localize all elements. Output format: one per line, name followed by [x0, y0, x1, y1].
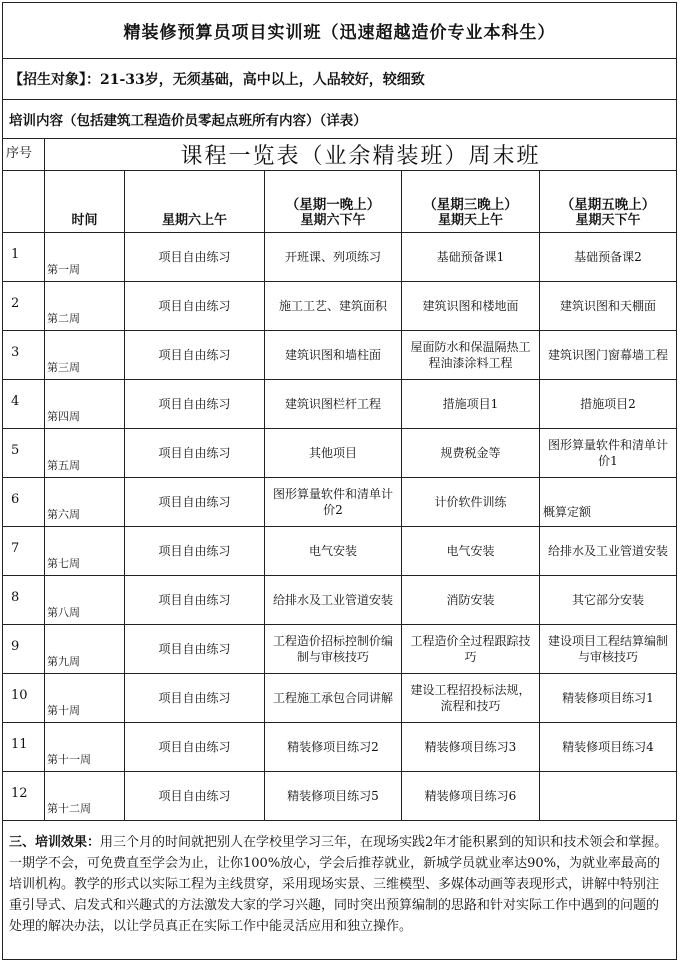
row-cell-c1: 项目自由练习 [125, 772, 265, 821]
row-week: 第三周 [47, 361, 80, 374]
row-cell-c3: 精装修项目练习3 [402, 723, 540, 772]
row-week: 第七周 [47, 557, 80, 570]
row-cell-c2: 建筑识图和墙柱面 [265, 331, 402, 380]
header-mon-night-top: （星期一晚上） [285, 197, 381, 213]
row-time-cell [45, 380, 125, 429]
row-cell-c1: 项目自由练习 [125, 233, 265, 282]
row-cell-c2: 精装修项目练习5 [265, 772, 402, 821]
row-seq: 12 [3, 772, 45, 821]
row-cell-c4: 精装修项目练习4 [540, 723, 676, 772]
row-seq: 8 [3, 576, 45, 625]
header-wed-night [402, 171, 540, 233]
row-cell-c3: 规费税金等 [402, 429, 540, 478]
row-cell-c1: 项目自由练习 [125, 576, 265, 625]
row-cell-c4: 建设项目工程结算编制与审核技巧 [540, 625, 676, 674]
row-cell-c2: 精装修项目练习2 [265, 723, 402, 772]
row-seq: 10 [3, 674, 45, 723]
row-cell-c3: 建筑识图和楼地面 [402, 282, 540, 331]
page-title: 精装修预算员项目实训班（迅速超越造价专业本科生） [3, 3, 676, 59]
row-cell-c4: 给排水及工业管道安装 [540, 527, 676, 576]
row-time-cell [45, 478, 125, 527]
row-week: 第十周 [47, 704, 80, 717]
row-cell-c2: 图形算量软件和清单计价2 [265, 478, 402, 527]
header-fri-night-top: （星期五晚上） [560, 197, 656, 213]
course-sheet [2, 2, 677, 960]
row-cell-c4: 措施项目2 [540, 380, 676, 429]
row-cell-c1: 项目自由练习 [125, 527, 265, 576]
header-sat-am [125, 171, 265, 233]
training-effect [3, 829, 676, 940]
row-cell-c2: 开班课、列项练习 [265, 233, 402, 282]
row-seq: 6 [3, 478, 45, 527]
row-cell-c3: 基础预备课1 [402, 233, 540, 282]
row-cell-c1: 项目自由练习 [125, 625, 265, 674]
row-cell-c4: 建筑识图和天棚面 [540, 282, 676, 331]
row-seq: 2 [3, 282, 45, 331]
row-cell-c3: 精装修项目练习6 [402, 772, 540, 821]
row-seq: 5 [3, 429, 45, 478]
row-time-cell [45, 772, 125, 821]
row-week: 第一周 [47, 263, 80, 276]
row-cell-c2: 工程施工承包合同讲解 [265, 674, 402, 723]
row-cell-c4: 精装修项目练习1 [540, 674, 676, 723]
row-cell-c3: 计价软件训练 [402, 478, 540, 527]
row-cell-c1: 项目自由练习 [125, 331, 265, 380]
header-time-label: 时间 [71, 213, 98, 228]
row-cell-c4 [540, 772, 676, 821]
header-seq-blank [3, 171, 45, 233]
row-cell-c3: 建设工程招投标法规，流程和技巧 [402, 674, 540, 723]
row-week: 第八周 [47, 606, 80, 619]
header-mon-night-bottom: 星期六下午 [300, 213, 366, 228]
row-time-cell [45, 527, 125, 576]
row-week: 第九周 [47, 655, 80, 668]
header-fri-night-bottom: 星期天下午 [575, 213, 641, 228]
seq-header: 序号 [3, 139, 45, 171]
row-time-cell [45, 282, 125, 331]
row-cell-c2: 给排水及工业管道安装 [265, 576, 402, 625]
row-cell-c1: 项目自由练习 [125, 723, 265, 772]
header-time [45, 171, 125, 233]
row-cell-c1: 项目自由练习 [125, 429, 265, 478]
row-time-cell [45, 723, 125, 772]
effect-label: 三、培训效果： [9, 835, 101, 850]
row-cell-c2: 电气安装 [265, 527, 402, 576]
row-time-cell [45, 576, 125, 625]
effect-text: 用三个月的时间就把别人在学校里学习三年，在现场实践2年才能积累到的知识和技术领会和掌握。一期学不会，可免费直至学会为止，让你100%放心，学会后推荐就业，新城学员就业率达90%，为就业率最高的培训机构。教学的形式以实际工程为主线贯穿，采用现场实景、三维模型、多媒体动画等表现形式，讲解中特别注重引导式、启发式和兴趣式的方法激发大家的学习兴趣，同时突出预算编制的思路和针对实际工作中遇到的问题的处理的解决办法，以让学员真正在实际工作中能灵活应用和独立操作。 [9, 835, 668, 934]
content-line: 培训内容（包括建筑工程造价员零起点班所有内容）（详表） [3, 100, 676, 139]
row-week: 第二周 [47, 312, 80, 325]
row-time-cell [45, 233, 125, 282]
enrollment-line: 【招生对象】：21-33岁，无须基础，高中以上，人品较好，较细致 [3, 59, 676, 100]
row-seq: 4 [3, 380, 45, 429]
row-seq: 1 [3, 233, 45, 282]
row-time-cell [45, 429, 125, 478]
header-sat-am-label: 星期六上午 [161, 213, 227, 228]
row-week: 第六周 [47, 508, 80, 521]
row-week: 第四周 [47, 410, 80, 423]
row-week: 第五周 [47, 459, 80, 472]
row-cell-c1: 项目自由练习 [125, 380, 265, 429]
row-cell-c4: 建筑识图门窗幕墙工程 [540, 331, 676, 380]
row-cell-c2: 其他项目 [265, 429, 402, 478]
row-seq: 11 [3, 723, 45, 772]
row-week: 第十一周 [47, 753, 91, 766]
row-cell-c2: 工程造价招标控制价编制与审核技巧 [265, 625, 402, 674]
row-cell-c2: 施工工艺、建筑面积 [265, 282, 402, 331]
row-seq: 7 [3, 527, 45, 576]
table-title: 课程一览表（业余精装班）周末班 [45, 139, 676, 171]
row-cell-c4: 图形算量软件和清单计价1 [540, 429, 676, 478]
row-cell-c3: 工程造价全过程跟踪技巧 [402, 625, 540, 674]
header-fri-night [540, 171, 676, 233]
header-wed-night-top: （星期三晚上） [423, 197, 518, 213]
row-cell-c1: 项目自由练习 [125, 478, 265, 527]
row-cell-c1: 项目自由练习 [125, 282, 265, 331]
row-cell-c3: 消防安装 [402, 576, 540, 625]
header-mon-night [265, 171, 402, 233]
row-cell-c3: 电气安装 [402, 527, 540, 576]
row-cell-c4: 其它部分安装 [540, 576, 676, 625]
row-seq: 9 [3, 625, 45, 674]
row-cell-c3: 屋面防水和保温隔热工程油漆涂料工程 [402, 331, 540, 380]
row-cell-c4: 基础预备课2 [540, 233, 676, 282]
row-seq: 3 [3, 331, 45, 380]
header-wed-night-bottom: 星期天上午 [437, 213, 503, 228]
row-time-cell [45, 625, 125, 674]
row-time-cell [45, 674, 125, 723]
row-time-cell [45, 331, 125, 380]
row-cell-c3: 措施项目1 [402, 380, 540, 429]
row-week: 第十二周 [47, 802, 91, 815]
row-cell-c2: 建筑识图栏杆工程 [265, 380, 402, 429]
row-cell-c1: 项目自由练习 [125, 674, 265, 723]
row-cell-c4: 概算定额 [540, 478, 676, 527]
